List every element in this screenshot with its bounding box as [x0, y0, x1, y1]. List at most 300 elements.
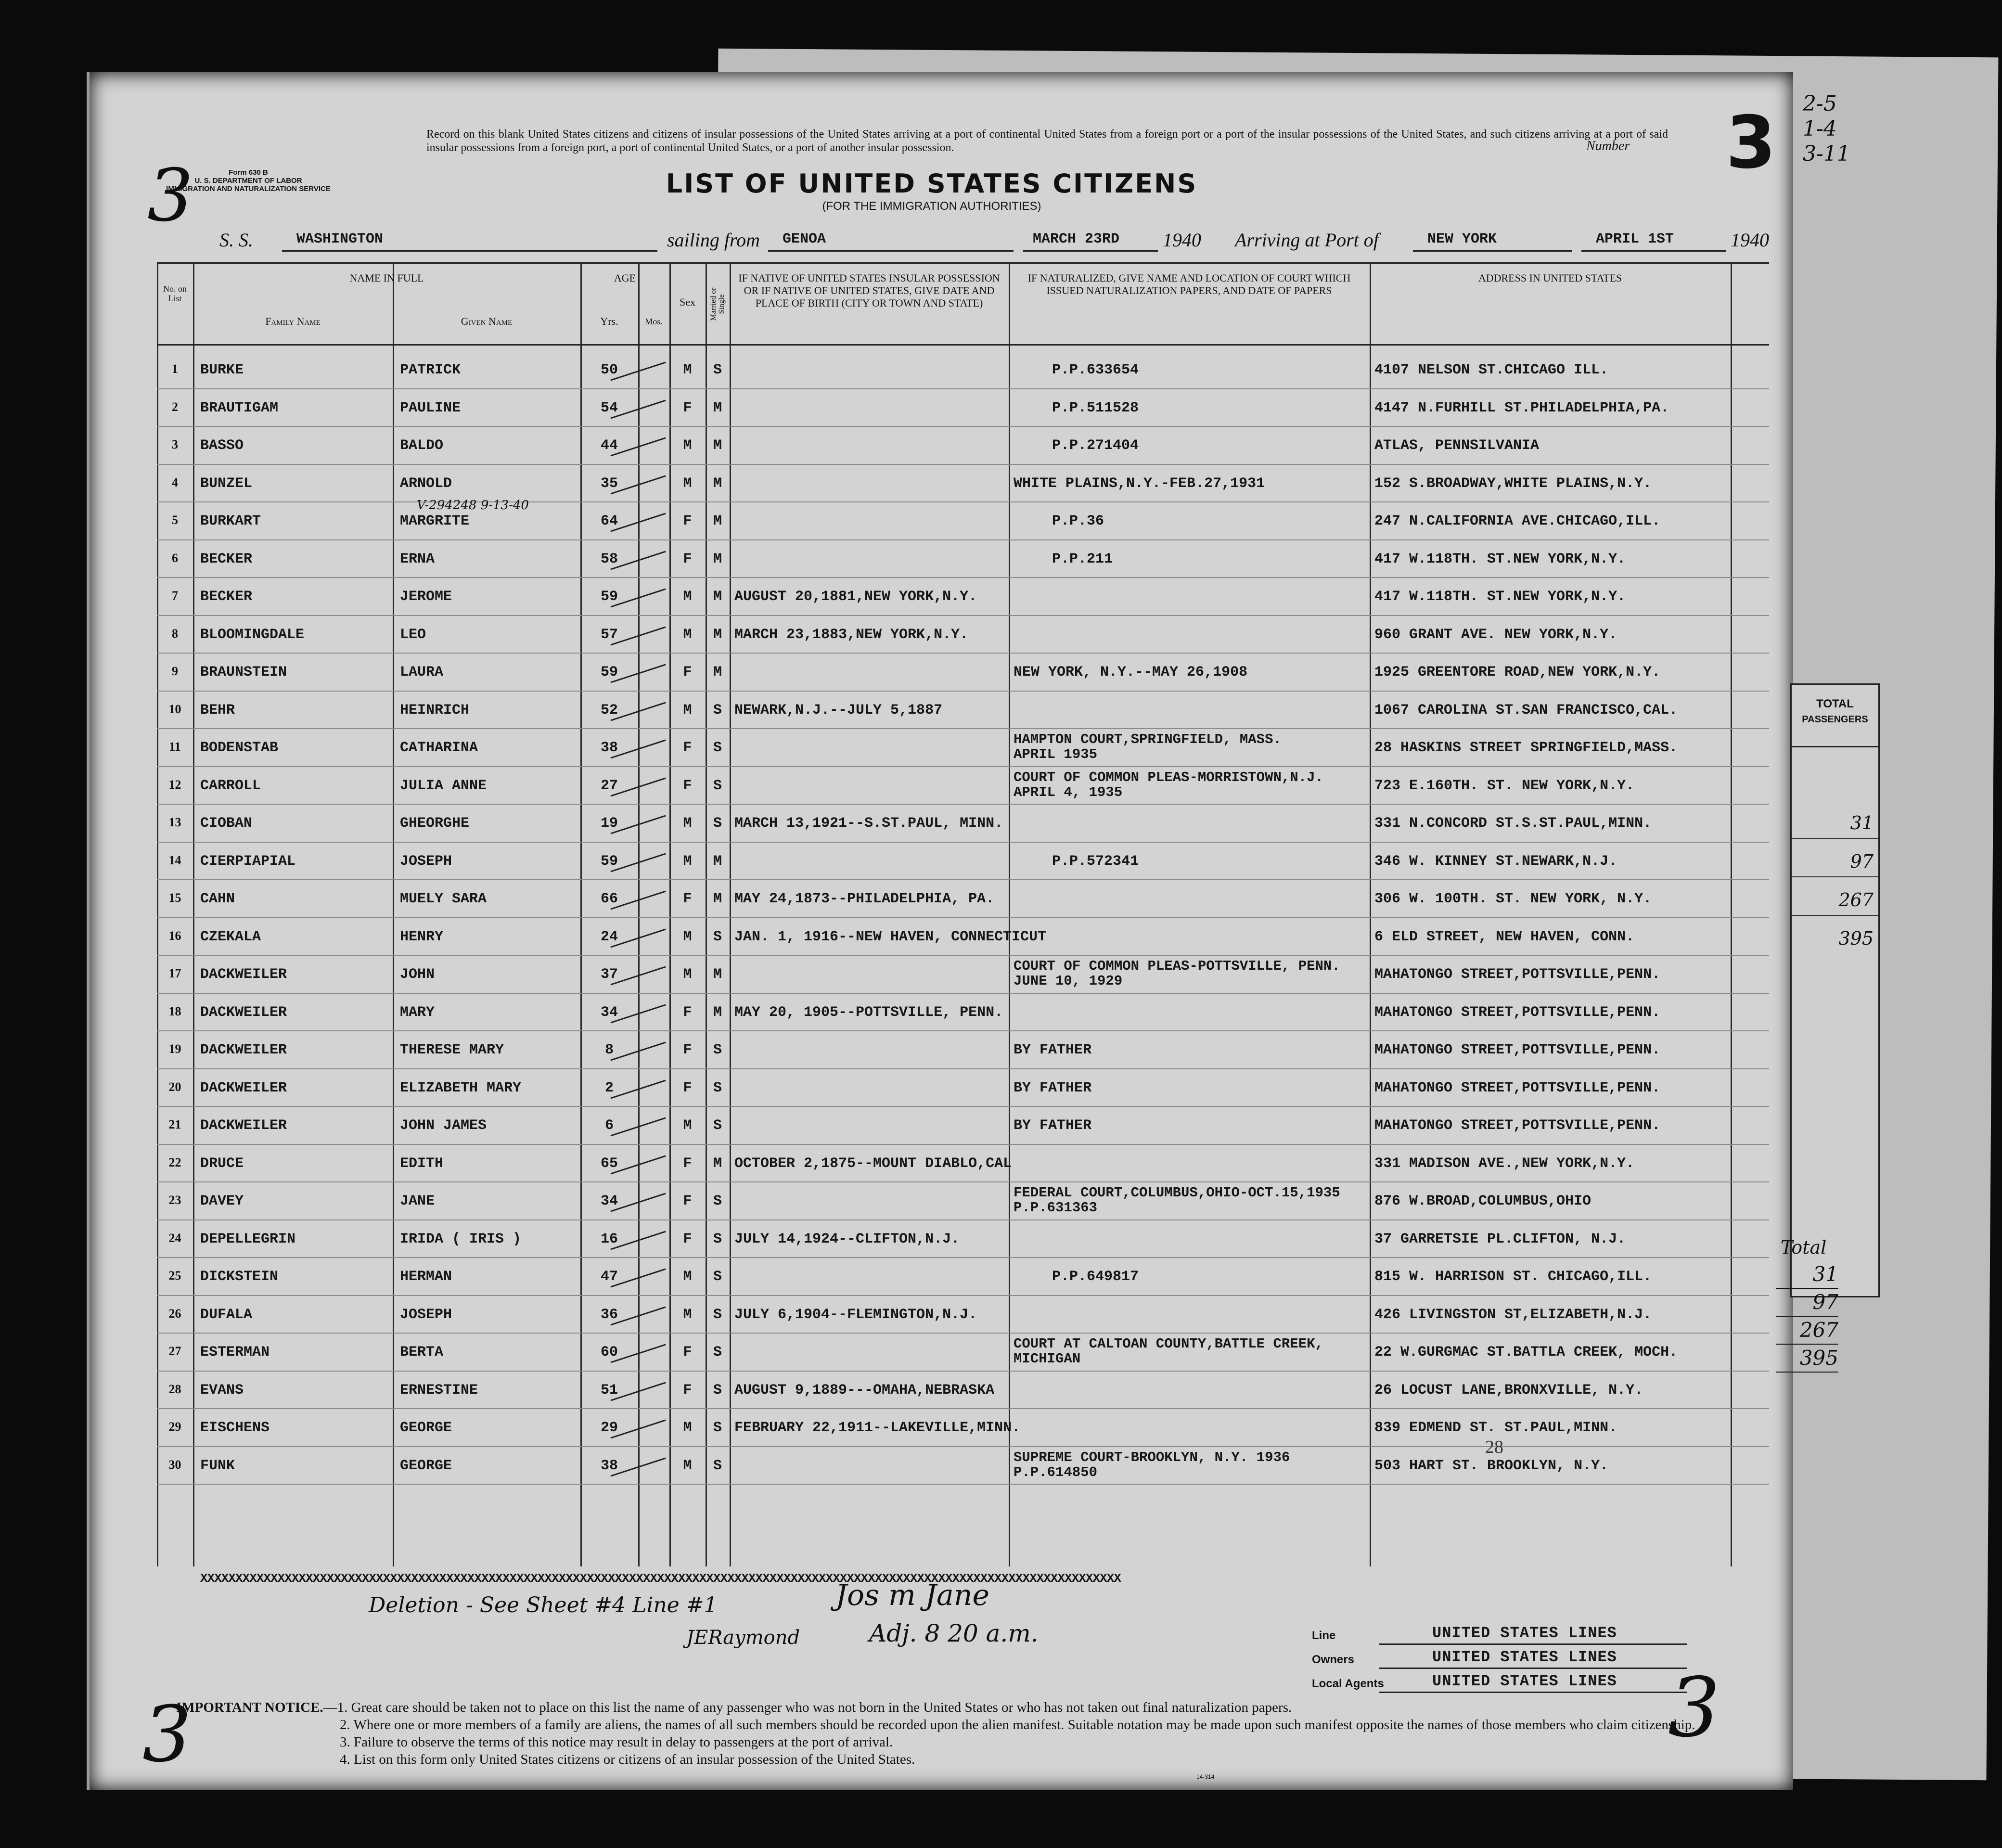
total-box-value-1: 31: [1850, 812, 1874, 834]
notice-heading: IMPORTANT NOTICE.: [176, 1700, 323, 1715]
given-name: IRIDA ( IRIS ): [400, 1231, 522, 1247]
total-box-value-3: 267: [1838, 889, 1874, 911]
corner-notes: 2-5 1-4 3-11: [1803, 91, 1850, 166]
given-name: BERTA: [400, 1344, 444, 1360]
given-name: MARGRITE: [400, 513, 470, 529]
to-port: NEW YORK: [1427, 231, 1497, 247]
given-name: MARY: [400, 1004, 435, 1021]
marital-status: M: [713, 853, 722, 870]
marital-status: M: [713, 891, 722, 907]
naturalization: NEW YORK, N.Y.--MAY 26,1908: [1014, 664, 1248, 680]
sex: M: [683, 1117, 692, 1134]
given-name: JOHN JAMES: [400, 1117, 487, 1134]
given-name: CATHARINA: [400, 740, 478, 756]
marital-status: S: [713, 777, 722, 794]
col-family: Family Name: [265, 315, 321, 327]
arriving-label: Arriving at Port of: [1235, 229, 1379, 251]
family-name: DEPELLEGRIN: [200, 1231, 296, 1247]
row-number: 9: [172, 664, 178, 678]
table-row: [157, 1031, 1769, 1069]
age-years: 34: [600, 1193, 618, 1209]
family-name: CIERPIAPIAL: [200, 853, 296, 870]
table-row: [157, 805, 1769, 842]
sex: F: [683, 1042, 692, 1058]
naturalization: P.P.649817: [1052, 1269, 1139, 1285]
sex: M: [683, 853, 692, 870]
row-number: 1: [172, 362, 178, 376]
col-no: No. on List: [163, 284, 187, 303]
given-name: ARNOLD: [400, 475, 452, 492]
address: 417 W.118TH. ST.NEW YORK,N.Y.: [1374, 551, 1626, 567]
agents-label: Local Agents: [1312, 1677, 1384, 1690]
age-years: 50: [600, 362, 618, 378]
family-name: DACKWEILER: [200, 1042, 287, 1058]
row-number: 27: [168, 1344, 181, 1358]
given-name: HEINRICH: [400, 702, 470, 719]
marital-status: S: [713, 740, 722, 756]
age-years: 57: [600, 626, 618, 643]
row-number: 24: [168, 1231, 181, 1245]
marital-status: S: [713, 702, 722, 719]
table-row: [157, 994, 1769, 1031]
table-row: [157, 1182, 1769, 1220]
table-row: [157, 578, 1769, 616]
address: 417 W.118TH. ST.NEW YORK,N.Y.: [1374, 589, 1626, 605]
marital-status: M: [713, 1004, 722, 1021]
family-name: BLOOMINGDALE: [200, 626, 305, 643]
address: 28 HASKINS STREET SPRINGFIELD,MASS.: [1374, 740, 1678, 756]
given-name: ERNA: [400, 551, 435, 567]
sex: M: [683, 1420, 692, 1436]
given-name: EDITH: [400, 1155, 444, 1172]
marital-status: S: [713, 1344, 722, 1360]
given-name: MUELY SARA: [400, 891, 487, 907]
tally-label: Total: [1781, 1237, 1827, 1258]
row-number: 16: [168, 928, 181, 943]
row-number: 17: [168, 966, 181, 980]
sex: M: [683, 815, 692, 832]
age-years: 59: [600, 664, 618, 680]
family-name: DRUCE: [200, 1155, 244, 1172]
tally-value-3: 267: [1776, 1317, 1838, 1345]
family-name: BASSO: [200, 437, 244, 454]
family-name: BODENSTAB: [200, 740, 279, 756]
address: 960 GRANT AVE. NEW YORK,N.Y.: [1374, 626, 1617, 643]
marital-status: S: [713, 1269, 722, 1285]
address: 306 W. 100TH. ST. NEW YORK, N.Y.: [1374, 891, 1652, 907]
notice-item-3: 3. Failure to observe the terms of this notice may result in delay to passengers at the port of arrival.: [340, 1734, 893, 1750]
handwritten-sheet-number: 3: [147, 154, 193, 238]
marital-status: M: [713, 551, 722, 567]
age-years: 54: [600, 399, 618, 416]
department: U. S. DEPARTMENT OF LABOR: [194, 177, 302, 185]
owners-label: Owners: [1312, 1653, 1355, 1666]
address: MAHATONGO STREET,POTTSVILLE,PENN.: [1374, 1117, 1661, 1134]
table-row: [157, 465, 1769, 502]
important-notice: [176, 1699, 1764, 1768]
naturalization: SUPREME COURT-BROOKLYN, N.Y. 1936 P.P.614850: [1014, 1449, 1290, 1480]
given-name: PATRICK: [400, 362, 461, 378]
marital-status: S: [713, 1457, 722, 1474]
col-address: ADDRESS IN UNITED STATES: [1478, 272, 1622, 284]
row-number: 19: [168, 1042, 181, 1056]
signature-inspector: JERaymond: [686, 1627, 800, 1649]
arrive-year: 1940: [1731, 229, 1769, 251]
sex: F: [683, 891, 692, 907]
table-row: [157, 729, 1769, 767]
strikeout-row: XXXXXXXXXXXXXXXXXXXXXXXXXXXXXXXXXXXXXXXXXXXXXXXXXXXXXXXXXXXXXXXXXXXXXXXXXXXXXXXXXXXXXXXXXXXXXXXXXXXXXXXXXXXXXXXXXXXXXXXXXXXXXXXXXXX: [200, 1571, 1121, 1586]
sex: F: [683, 1193, 692, 1209]
family-name: CIOBAN: [200, 815, 253, 832]
birth-place: AUGUST 9,1889---OMAHA,NEBRASKA: [734, 1382, 995, 1399]
passenger-table: [157, 262, 1769, 1586]
birth-place: OCTOBER 2,1875--MOUNT DIABLO,CAL: [734, 1155, 1012, 1172]
naturalization: P.P.211: [1052, 551, 1113, 567]
page-subtitle: (FOR THE IMMIGRATION AUTHORITIES): [822, 200, 1041, 213]
address: 346 W. KINNEY ST.NEWARK,N.J.: [1374, 853, 1617, 870]
line-value: UNITED STATES LINES: [1432, 1624, 1617, 1642]
age-years: 24: [600, 928, 618, 945]
col-given: Given Name: [461, 315, 513, 327]
marital-status: M: [713, 626, 722, 643]
tally-value-4: 395: [1776, 1345, 1838, 1373]
row-number: 3: [172, 437, 178, 451]
address: 26 LOCUST LANE,BRONXVILLE, N.Y.: [1374, 1382, 1643, 1399]
marital-status: S: [713, 1231, 722, 1247]
family-name: EVANS: [200, 1382, 244, 1399]
sex: M: [683, 1306, 692, 1323]
family-name: DICKSTEIN: [200, 1269, 279, 1285]
marital-status: S: [713, 1306, 722, 1323]
row-number: 25: [168, 1269, 181, 1283]
birth-place: MARCH 23,1883,NEW YORK,N.Y.: [734, 626, 969, 643]
birth-place: MARCH 13,1921--S.ST.PAUL, MINN.: [734, 815, 1003, 832]
sex: M: [683, 1457, 692, 1474]
col-age: AGE: [614, 272, 636, 284]
age-years: 59: [600, 589, 618, 605]
sex: M: [683, 437, 692, 454]
age-years: 8: [604, 1042, 614, 1058]
sex: M: [683, 1269, 692, 1285]
marital-status: S: [713, 362, 722, 378]
table-row: [157, 1334, 1769, 1371]
family-name: DACKWEILER: [200, 1079, 287, 1096]
table-row: [157, 502, 1769, 540]
address: MAHATONGO STREET,POTTSVILLE,PENN.: [1374, 966, 1661, 983]
col-married: Married or Single: [709, 287, 726, 321]
notice-item-4: 4. List on this form only United States citizens or citizens of an insular possession of the United States.: [340, 1752, 915, 1767]
given-name: LAURA: [400, 664, 444, 680]
address: 503 HART ST. BROOKLYN, N.Y.: [1374, 1457, 1609, 1474]
birth-place: JULY 14,1924--CLIFTON,N.J.: [734, 1231, 960, 1247]
tally-value-1: 31: [1776, 1261, 1838, 1289]
marital-status: S: [713, 1382, 722, 1399]
table-row: [157, 843, 1769, 880]
row-number: 11: [169, 740, 181, 754]
given-name: GEORGE: [400, 1457, 452, 1474]
age-years: 29: [600, 1420, 618, 1436]
handwritten-bottom-left-number: 3: [142, 1689, 192, 1779]
family-name: DACKWEILER: [200, 1004, 287, 1021]
sex: F: [683, 551, 692, 567]
sex: F: [683, 1382, 692, 1399]
naturalization: P.P.572341: [1052, 853, 1139, 870]
marital-status: S: [713, 928, 722, 945]
age-years: 51: [600, 1382, 618, 1399]
ship-name: WASHINGTON: [296, 231, 384, 247]
age-years: 36: [600, 1306, 618, 1323]
age-years: 60: [600, 1344, 618, 1360]
age-years: 66: [600, 891, 618, 907]
row-number: 22: [168, 1155, 181, 1169]
naturalization: BY FATHER: [1014, 1117, 1092, 1134]
naturalization: HAMPTON COURT,SPRINGFIELD, MASS. APRIL 1935: [1014, 732, 1282, 762]
table-row: [157, 956, 1769, 993]
naturalization: P.P.36: [1052, 513, 1104, 529]
table-row: [157, 427, 1769, 464]
row-number: 8: [172, 626, 178, 641]
address: 331 MADISON AVE.,NEW YORK,N.Y.: [1374, 1155, 1635, 1172]
address: 4147 N.FURHILL ST.PHILADELPHIA,PA.: [1374, 399, 1669, 416]
family-name: DACKWEILER: [200, 966, 287, 983]
agents-value: UNITED STATES LINES: [1432, 1672, 1617, 1690]
table-row: [157, 1145, 1769, 1182]
family-name: BUNZEL: [200, 475, 253, 492]
address: 876 W.BROAD,COLUMBUS,OHIO: [1374, 1193, 1591, 1209]
row-number: 29: [168, 1420, 181, 1434]
bottom-form-code: 14-314: [1196, 1773, 1215, 1780]
naturalization: BY FATHER: [1014, 1079, 1092, 1096]
total-passengers-box: [1790, 683, 1880, 1297]
marital-status: S: [713, 1079, 722, 1096]
address: 839 EDMEND ST. ST.PAUL,MINN.: [1374, 1420, 1617, 1436]
marital-status: M: [713, 664, 722, 680]
sex: F: [683, 664, 692, 680]
address: 1067 CAROLINA ST.SAN FRANCISCO,CAL.: [1374, 702, 1678, 719]
depart-year: 1940: [1163, 229, 1201, 251]
given-name: THERESE MARY: [400, 1042, 504, 1058]
table-row: [157, 1107, 1769, 1144]
table-row: [157, 1220, 1769, 1258]
age-years: 37: [600, 966, 618, 983]
given-name: HERMAN: [400, 1269, 452, 1285]
naturalization: WHITE PLAINS,N.Y.-FEB.27,1931: [1014, 475, 1265, 492]
total-box-heading: TOTAL PASSENGERS: [1792, 685, 1878, 747]
service: IMMIGRATION AND NATURALIZATION SERVICE: [166, 185, 331, 193]
marital-status: M: [713, 1155, 722, 1172]
address: 6 ELD STREET, NEW HAVEN, CONN.: [1374, 928, 1635, 945]
family-name: BEHR: [200, 702, 235, 719]
marital-status: M: [713, 437, 722, 454]
birth-place: JULY 6,1904--FLEMINGTON,N.J.: [734, 1306, 977, 1323]
birth-place: AUGUST 20,1881,NEW YORK,N.Y.: [734, 589, 977, 605]
given-name: LEO: [400, 626, 426, 643]
family-name: CZEKALA: [200, 928, 261, 945]
table-row: [157, 351, 1769, 389]
address: 247 N.CALIFORNIA AVE.CHICAGO,ILL.: [1374, 513, 1661, 529]
sex: M: [683, 702, 692, 719]
given-name: HENRY: [400, 928, 444, 945]
row-number: 4: [172, 475, 178, 489]
age-years: 16: [600, 1231, 618, 1247]
sex: M: [683, 589, 692, 605]
table-row: [157, 1447, 1769, 1485]
ss-label: S. S.: [219, 229, 253, 251]
given-name: JANE: [400, 1193, 435, 1209]
given-name: GEORGE: [400, 1420, 452, 1436]
row-number: 26: [168, 1306, 181, 1321]
sex: M: [683, 928, 692, 945]
arrive-date: APRIL 1ST: [1596, 231, 1674, 247]
address: 331 N.CONCORD ST.S.ST.PAUL,MINN.: [1374, 815, 1652, 832]
family-name: FUNK: [200, 1457, 235, 1474]
marital-status: M: [713, 513, 722, 529]
address: ATLAS, PENNSILVANIA: [1374, 437, 1540, 454]
table-row: [157, 1372, 1769, 1409]
sex: M: [683, 966, 692, 983]
page-title: LIST OF UNITED STATES CITIZENS: [666, 168, 1198, 199]
address: 1925 GREENTORE ROAD,NEW YORK,N.Y.: [1374, 664, 1661, 680]
naturalization: COURT OF COMMON PLEAS-MORRISTOWN,N.J. APRIL 4, 1935: [1014, 769, 1323, 800]
family-name: BURKE: [200, 362, 244, 378]
address: 426 LIVINGSTON ST,ELIZABETH,N.J.: [1374, 1306, 1652, 1323]
sex: F: [683, 513, 692, 529]
marital-status: M: [713, 589, 722, 605]
tally: [1776, 1261, 1838, 1373]
family-name: BECKER: [200, 551, 253, 567]
birth-place: JAN. 1, 1916--NEW HAVEN, CONNECTICUT: [734, 928, 1047, 945]
row-number: 18: [168, 1004, 181, 1018]
age-years: 35: [600, 475, 618, 492]
family-name: DAVEY: [200, 1193, 244, 1209]
given-name: JEROME: [400, 589, 452, 605]
sex: F: [683, 1344, 692, 1360]
intro-text: Record on this blank United States citizens and citizens of insular possessions of the United States arriving at a port of continental United States from a foreign port or a port of the insular possessions of the United States, and such citizens arriving at a port of said insular possessions from a foreign port, a port of continental United States, or a port of another insular possession.: [426, 128, 1668, 154]
age-years: 38: [600, 740, 618, 756]
age-years: 47: [600, 1269, 618, 1285]
family-name: BURKART: [200, 513, 261, 529]
table-row: [157, 540, 1769, 578]
table-row: [157, 654, 1769, 691]
handwritten-bottom-right-number: 3: [1668, 1660, 1720, 1756]
form-number: Form 630 B: [229, 168, 268, 177]
naturalization: P.P.511528: [1052, 399, 1139, 416]
given-name: ELIZABETH MARY: [400, 1079, 522, 1096]
address: MAHATONGO STREET,POTTSVILLE,PENN.: [1374, 1042, 1661, 1058]
family-name: BRAUNSTEIN: [200, 664, 287, 680]
age-years: 52: [600, 702, 618, 719]
sex: F: [683, 1155, 692, 1172]
row-number: 13: [168, 815, 181, 829]
birth-place: MAY 24,1873--PHILADELPHIA, PA.: [734, 891, 995, 907]
naturalization: COURT OF COMMON PLEAS-POTTSVILLE, PENN. JUNE 10, 1929: [1014, 958, 1340, 989]
address: 22 W.GURGMAC ST.BATTLA CREEK, MOCH.: [1374, 1344, 1678, 1360]
age-years: 38: [600, 1457, 618, 1474]
table-row: [157, 918, 1769, 956]
age-years: 65: [600, 1155, 618, 1172]
family-name: DUFALA: [200, 1306, 253, 1323]
owners-value: UNITED STATES LINES: [1432, 1648, 1617, 1666]
sex: F: [683, 777, 692, 794]
birth-place: MAY 20, 1905--POTTSVILLE, PENN.: [734, 1004, 1003, 1021]
family-name: BRAUTIGAM: [200, 399, 279, 416]
row-number: 12: [168, 777, 181, 792]
sex: F: [683, 1079, 692, 1096]
row-number: 30: [168, 1457, 181, 1472]
naturalization: COURT AT CALTOAN COUNTY,BATTLE CREEK, MICHIGAN: [1014, 1336, 1323, 1367]
address: 723 E.160TH. ST. NEW YORK,N.Y.: [1374, 777, 1635, 794]
age-years: 34: [600, 1004, 618, 1021]
sex: M: [683, 362, 692, 378]
given-name: JOHN: [400, 966, 435, 983]
row-number: 23: [168, 1193, 181, 1207]
table-row: [157, 616, 1769, 654]
sex: M: [683, 475, 692, 492]
table-row: [157, 1409, 1769, 1447]
col-name-in-full: NAME IN FULL: [349, 272, 424, 284]
given-name: PAULINE: [400, 399, 461, 416]
age-years: 27: [600, 777, 618, 794]
sex: F: [683, 399, 692, 416]
marital-status: S: [713, 1193, 722, 1209]
family-name: CARROLL: [200, 777, 261, 794]
sex: F: [683, 1231, 692, 1247]
family-name: DACKWEILER: [200, 1117, 287, 1134]
naturalization: P.P.271404: [1052, 437, 1139, 454]
notice-item-1: IMPORTANT NOTICE.—1. Great care should be taken not to place on this list the name of any passenger who was not born in the United States or who has not taken out final naturalization papers.: [176, 1700, 1292, 1715]
table-row: [157, 1258, 1769, 1296]
row-number: 10: [168, 702, 181, 716]
table-row: [157, 880, 1769, 918]
table-row: [157, 1296, 1769, 1334]
col-mos: Mos.: [645, 317, 663, 326]
marital-status: M: [713, 966, 722, 983]
family-name: BECKER: [200, 589, 253, 605]
family-name: ESTERMAN: [200, 1344, 270, 1360]
col-yrs: Yrs.: [600, 315, 618, 327]
sailing-label: sailing from: [667, 229, 760, 251]
row-number: 2: [172, 399, 178, 414]
line-label: Line: [1312, 1629, 1336, 1642]
given-name: GHEORGHE: [400, 815, 470, 832]
row-number: 14: [168, 853, 181, 867]
address: 37 GARRETSIE PL.CLIFTON, N.J.: [1374, 1231, 1626, 1247]
sex: M: [683, 626, 692, 643]
marital-status: S: [713, 1117, 722, 1134]
table-row: [157, 692, 1769, 729]
visa-note: V-294248 9-13-40: [417, 498, 529, 513]
col-naturalized: IF NATURALIZED, GIVE NAME AND LOCATION OF COURT WHICH ISSUED NATURALIZATION PAPERS, AND DATE OF PAPERS: [1027, 272, 1351, 296]
naturalization: BY FATHER: [1014, 1042, 1092, 1058]
family-name: CAHN: [200, 891, 235, 907]
age-years: 59: [600, 853, 618, 870]
table-row: [157, 389, 1769, 427]
stamp-28: 28: [1485, 1437, 1503, 1457]
given-name: ERNESTINE: [400, 1382, 478, 1399]
birth-place: NEWARK,N.J.--JULY 5,1887: [734, 702, 943, 719]
row-number: 28: [168, 1382, 181, 1396]
total-box-value-4: 395: [1838, 928, 1874, 949]
address: MAHATONGO STREET,POTTSVILLE,PENN.: [1374, 1004, 1661, 1021]
deletion-note: Deletion - See Sheet #4 Line #1: [369, 1593, 718, 1617]
age-years: 2: [604, 1079, 614, 1096]
family-name: EISCHENS: [200, 1420, 270, 1436]
row-number: 7: [172, 589, 178, 603]
age-years: 64: [600, 513, 618, 529]
address: 4107 NELSON ST.CHICAGO ILL.: [1374, 362, 1609, 378]
table-row: [157, 767, 1769, 805]
naturalization: FEDERAL COURT,COLUMBUS,OHIO-OCT.15,1935 P.P.631363: [1014, 1185, 1340, 1216]
